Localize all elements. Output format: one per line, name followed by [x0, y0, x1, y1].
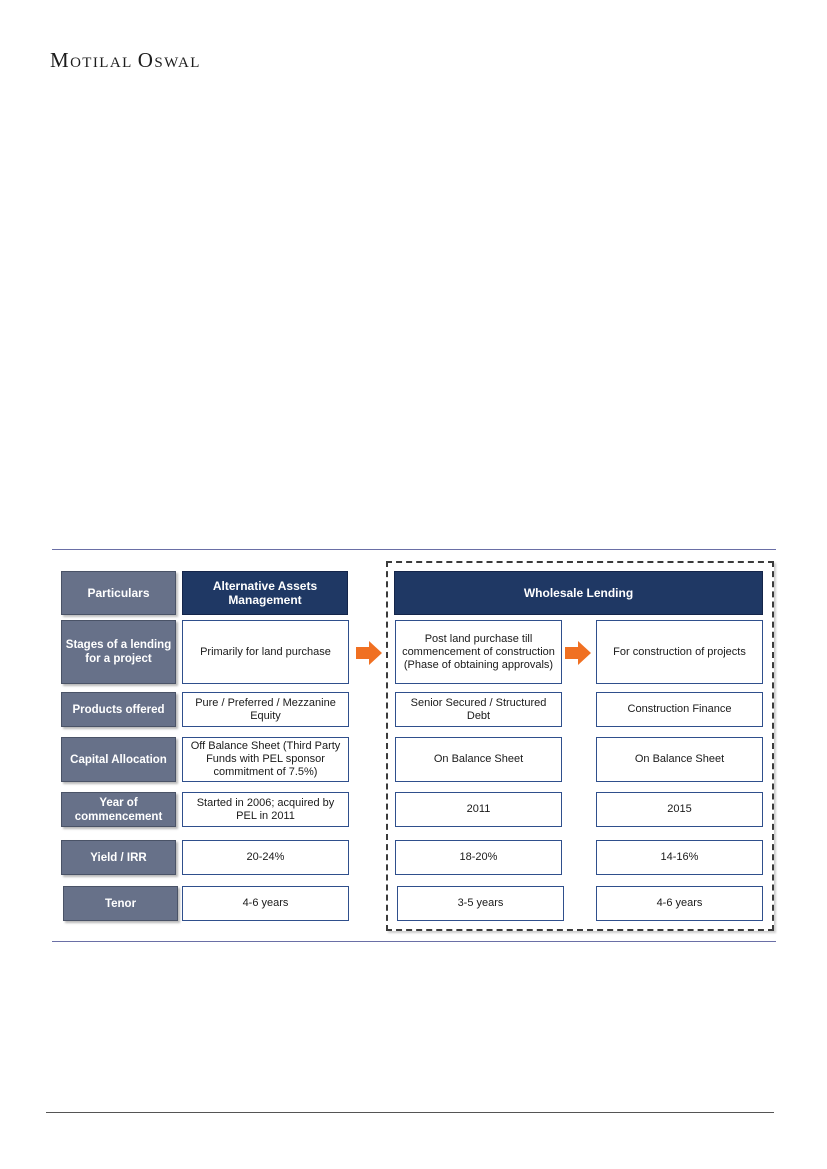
cell-ws2-tenor: 4-6 years — [596, 886, 763, 921]
row-label-products: Products offered — [61, 692, 176, 727]
row-label-capital-allocation: Capital Allocation — [61, 737, 176, 782]
cell-alt-products: Pure / Preferred / Mezzanine Equity — [182, 692, 349, 727]
arrow-right-icon — [565, 641, 591, 665]
figure-top-rule — [52, 549, 776, 550]
cell-ws1-yield: 18-20% — [395, 840, 562, 875]
cell-ws1-products: Senior Secured / Structured Debt — [395, 692, 562, 727]
cell-ws2-products: Construction Finance — [596, 692, 763, 727]
brand-logo: MOTILAL OSWAL — [50, 48, 201, 72]
cell-ws2-yield: 14-16% — [596, 840, 763, 875]
cell-alt-year: Started in 2006; acquired by PEL in 2011 — [182, 792, 349, 827]
figure-bottom-rule — [52, 941, 776, 942]
cell-ws1-stages: Post land purchase till commencement of construction (Phase of obtaining approvals) — [395, 620, 562, 684]
cell-ws2-year: 2015 — [596, 792, 763, 827]
header-particulars: Particulars — [61, 571, 176, 615]
footer-rule — [46, 1112, 774, 1113]
cell-alt-stages: Primarily for land purchase — [182, 620, 349, 684]
header-wholesale-lending: Wholesale Lending — [394, 571, 763, 615]
cell-alt-tenor: 4-6 years — [182, 886, 349, 921]
cell-ws2-capital-allocation: On Balance Sheet — [596, 737, 763, 782]
cell-alt-yield: 20-24% — [182, 840, 349, 875]
cell-alt-capital-allocation: Off Balance Sheet (Third Party Funds with PEL sponsor commitment of 7.5%) — [182, 737, 349, 782]
cell-ws1-year: 2011 — [395, 792, 562, 827]
arrow-right-icon — [356, 641, 382, 665]
row-label-yield: Yield / IRR — [61, 840, 176, 875]
row-label-stages: Stages of a lending for a project — [61, 620, 176, 684]
row-label-tenor: Tenor — [63, 886, 178, 921]
cell-ws1-tenor: 3-5 years — [397, 886, 564, 921]
header-alternative-assets: Alternative Assets Management — [182, 571, 348, 615]
cell-ws1-capital-allocation: On Balance Sheet — [395, 737, 562, 782]
row-label-year: Year of commencement — [61, 792, 176, 827]
cell-ws2-stages: For construction of projects — [596, 620, 763, 684]
